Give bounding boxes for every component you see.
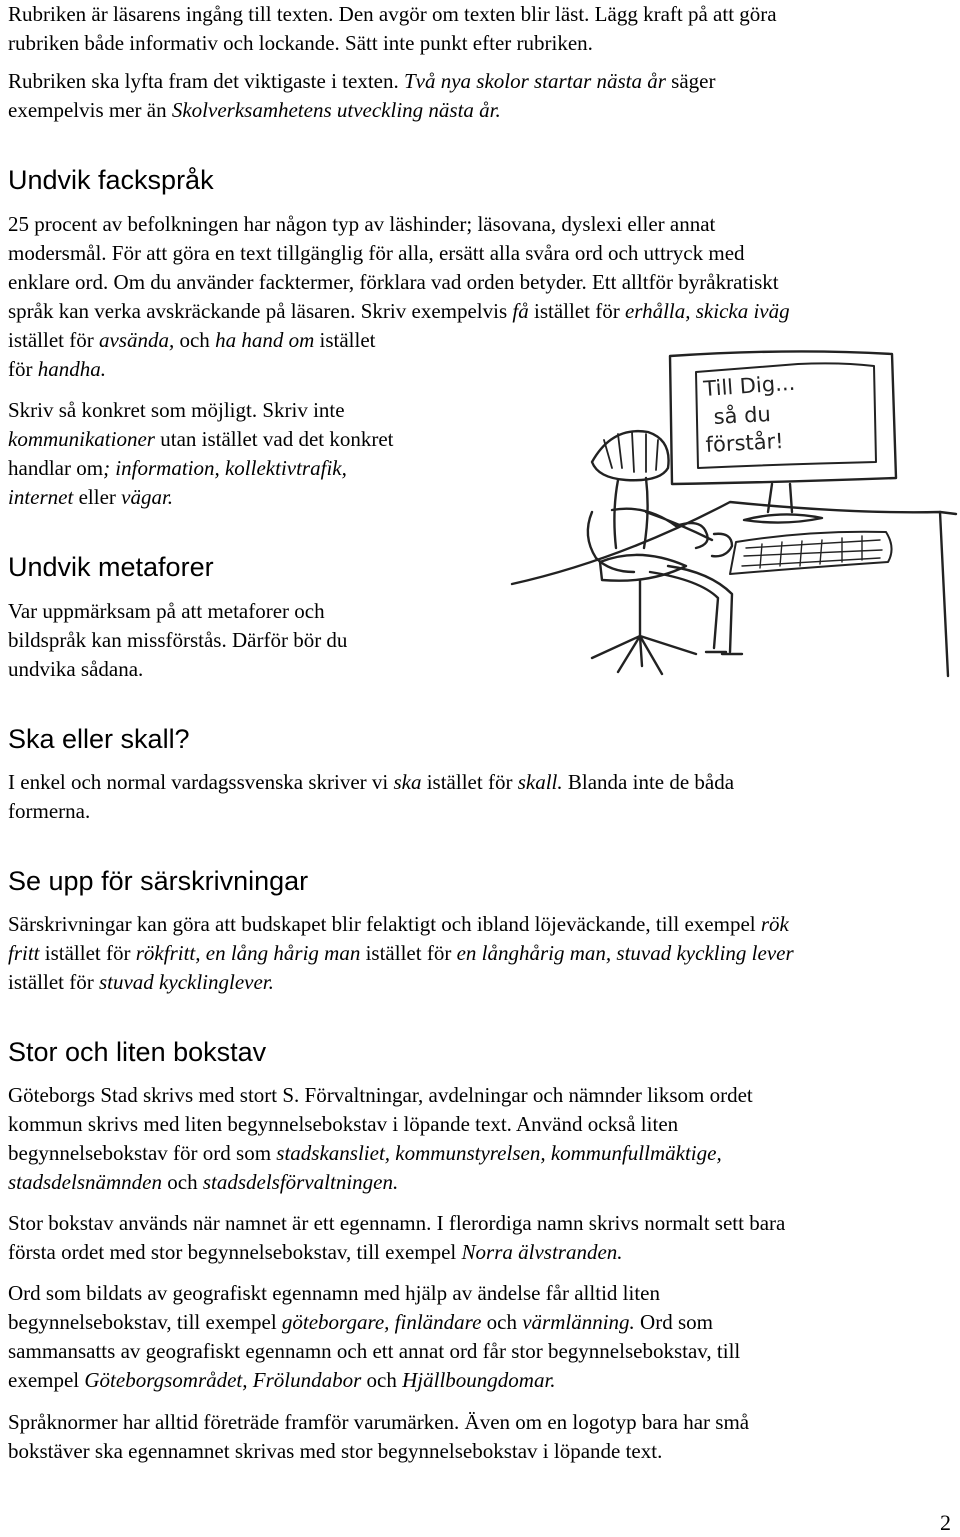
stor-liten-paragraph-1 [8,1081,753,1197]
page-number: 2 [940,1510,951,1535]
person-legs [650,566,732,652]
text-line: bokstäver ska egennamnet skrivas med stor begynnelsebokstav i löpande text. [8,1439,663,1463]
text-line: fritt istället för rökfritt, en lång hårig man istället för en långhårig man, stuvad kyckling lever [8,941,794,965]
text-line: begynnelsebokstav, till exempel göteborgare, finländare och värmlänning. Ord som [8,1310,713,1334]
heading-sarskrivningar: Se upp för särskrivningar [8,866,309,896]
sarskrivningar-paragraph [8,910,794,997]
text-line: språk kan verka avskräckande på läsaren. Skriv exempelvis få istället för erhålla, skicka iväg [8,299,790,323]
text-line: första ordet med stor begynnelsebokstav, till exempel Norra älvstranden. [8,1240,623,1264]
text-line: modersmål. För att göra en text tillgänglig för alla, ersätt alla svåra ord och uttryck med [8,241,745,265]
text-line: formerna. [8,799,91,823]
text-line: Rubriken ska lyfta fram det viktigaste i texten. Två nya skolor startar nästa år säger [8,69,716,93]
text-line: sammansatts av geografiskt egennamn och ett annat ord får stor begynnelsebokstav, till [8,1339,741,1363]
text-line: Särskrivningar kan göra att budskapet blir felaktigt och ibland löjeväckande, till exempel rök [8,912,789,936]
screen-text-line-1: Till Dig... [702,370,796,401]
heading-stor-liten-bokstav: Stor och liten bokstav [8,1037,267,1067]
example-headline-good: Två nya skolor startar nästa år [403,69,666,93]
desk-edge [512,502,956,584]
text-line: begynnelsebokstav för ord som stadskansliet, kommunstyrelsen, kommunfullmäktige, [8,1141,722,1165]
text-line: internet eller vägar. [8,485,174,509]
chair-base [592,636,696,674]
heading-facksprak: Undvik fackspråk [8,165,214,195]
text-line: Språknormer har alltid företräde framför varumärken. Även om en logotyp bara har små [8,1410,750,1434]
example-headline-bad: Skolverksamhetens utveckling nästa år. [171,98,501,122]
heading-ska-skall: Ska eller skall? [8,724,190,754]
text-line: enklare ord. Om du använder facktermer, förklara vad orden betyder. Ett alltför byråkratiskt [8,270,779,294]
text-line: Var uppmärksam på att metaforer och [8,599,325,623]
text-line: handlar om; information, kollektivtrafik, [8,456,347,480]
intro-paragraph-1 [8,0,777,58]
text-line: undvika sådana. [8,657,144,681]
text-line: I enkel och normal vardagssvenska skriver vi ska istället för skall. Blanda inte de båda [8,770,735,794]
desk-side [940,512,948,676]
heading-metaforer: Undvik metaforer [8,552,214,582]
text-line: kommunikationer utan istället vad det konkret [8,427,394,451]
text-line: Rubriken är läsarens ingång till texten. Den avgör om texten blir läst. Lägg kraft på att göra [8,2,777,26]
person-body [614,478,647,548]
stor-liten-paragraph-2 [8,1209,785,1267]
metaforer-paragraph [8,597,347,684]
screen-text-line-3: förstår! [705,428,785,457]
stor-liten-paragraph-3 [8,1279,740,1395]
konkret-paragraph [8,396,394,512]
intro-paragraph-2 [8,67,715,125]
text-line: Skriv så konkret som möjligt. Skriv inte [8,398,345,422]
text-line: Stor bokstav används när namnet är ett egennamn. I flerordiga namn skrivs normalt sett bara [8,1211,786,1235]
text-line: bildspråk kan missförstås. Därför bör du [8,628,348,652]
text-line: 25 procent av befolkningen har någon typ av läshinder; läsovana, dyslexi eller annat [8,212,716,236]
text-line: istället för avsända, och ha hand om istället [8,328,376,352]
ska-skall-paragraph [8,768,734,826]
text-line: för handha. [8,357,106,381]
text-line: exempelvis mer än Skolverksamhetens utveckling nästa år. [8,98,501,122]
screen-text-line-2: så du [713,402,772,429]
text-line: Göteborgs Stad skrivs med stort S. Förvaltningar, avdelningar och nämnder liksom ordet [8,1083,753,1107]
text-line: istället för stuvad kycklinglever. [8,970,274,994]
text-line: kommun skrivs med liten begynnelsebokstav i löpande text. Använd också liten [8,1112,679,1136]
text-line: Ord som bildats av geografiskt egennamn med hjälp av ändelse får alltid liten [8,1281,660,1305]
chair-back [588,512,634,572]
text-line: exempel Göteborgsområdet, Frölundabor och Hjällboungdomar. [8,1368,556,1392]
text-line: stadsdelsnämnden och stadsdelsförvaltningen. [8,1170,399,1194]
illustration-person-at-computer [500,336,958,724]
text-line: rubriken både informativ och lockande. Sätt inte punkt efter rubriken. [8,31,593,55]
stor-liten-paragraph-4 [8,1408,749,1466]
